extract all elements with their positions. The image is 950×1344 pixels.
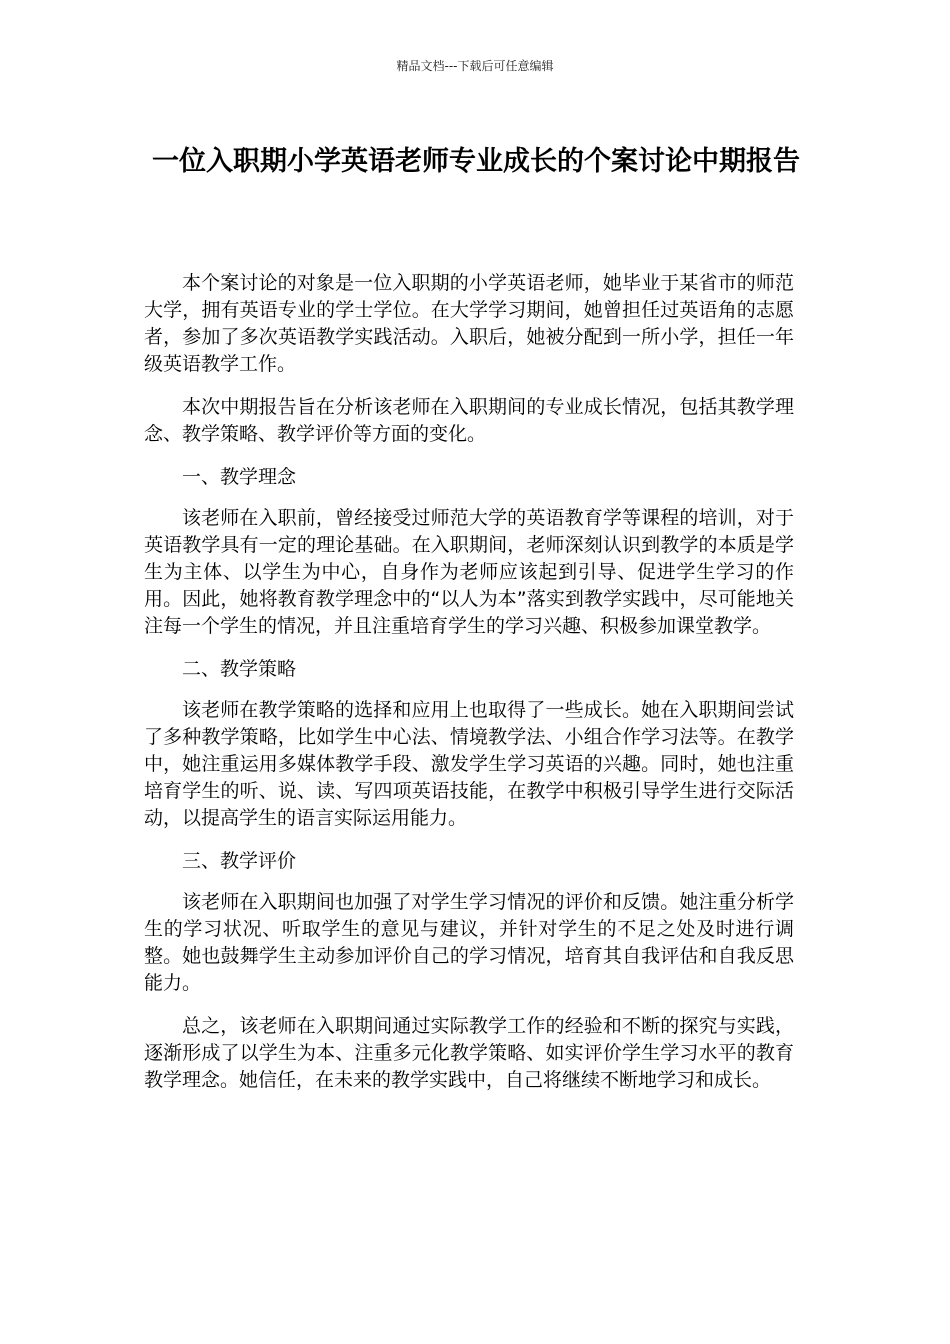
section-heading-teaching-evaluation: 三、教学评价 [182, 850, 297, 872]
purpose-paragraph: 本次中期报告旨在分析该老师在入职期间的专业成长情况，包括其教学理念、教学策略、教学评价等方面的变化。 [144, 396, 794, 445]
conclusion-paragraph: 总之，该老师在入职期间通过实际教学工作的经验和不断的探究与实践，逐渐形成了以学生为本、注重多元化教学策略、如实评价学生学习水平的教育教学理念。她信任，在未来的教学实践中，自己将继续不断地学习和成长。 [144, 1015, 794, 1091]
intro-paragraph: 本个案讨论的对象是一位入职期的小学英语老师，她毕业于某省市的师范大学，拥有英语专业的学士学位。在大学学习期间，她曾担任过英语角的志愿者，参加了多次英语教学实践活动。入职后，她被分配到一所小学，担任一年级英语教学工作。 [144, 272, 794, 375]
section-text-teaching-philosophy: 该老师在入职前，曾经接受过师范大学的英语教育学等课程的培训，对于英语教学具有一定的理论基础。在入职期间，老师深刻认识到教学的本质是学生为主体、以学生为中心，自身作为老师应该起到引导、促进学生学习的作用。因此，她将教育教学理念中的“以人为本”落实到教学实践中，尽可能地关注每一个学生的情况，并且注重培育学生的学习兴趣、积极参加课堂教学。 [144, 507, 794, 637]
section-heading-teaching-philosophy: 一、教学理念 [182, 466, 297, 488]
section-text-teaching-strategy: 该老师在教学策略的选择和应用上也取得了一些成长。她在入职期间尝试了多种教学策略，比如学生中心法、情境教学法、小组合作学习法等。在教学中，她注重运用多媒体教学手段、激发学生学习英语的兴趣。同时，她也注重培育学生的听、说、读、写四项英语技能，在教学中积极引导学生进行交际活动，以提高学生的语言实际运用能力。 [144, 699, 794, 829]
document-body [144, 270, 794, 1110]
section-text-teaching-evaluation: 该老师在入职期间也加强了对学生学习情况的评价和反馈。她注重分析学生的学习状况、听取学生的意见与建议，并针对学生的不足之处及时进行调整。她也鼓舞学生主动参加评价自己的学习情况，培育其自我评估和自我反思能力。 [144, 891, 794, 994]
header-note: 精品文档---下载后可任意编辑 [396, 59, 554, 73]
document-title: 一位入职期小学英语老师专业成长的个案讨论中期报告 [152, 146, 800, 177]
section-heading-teaching-strategy: 二、教学策略 [182, 658, 297, 680]
